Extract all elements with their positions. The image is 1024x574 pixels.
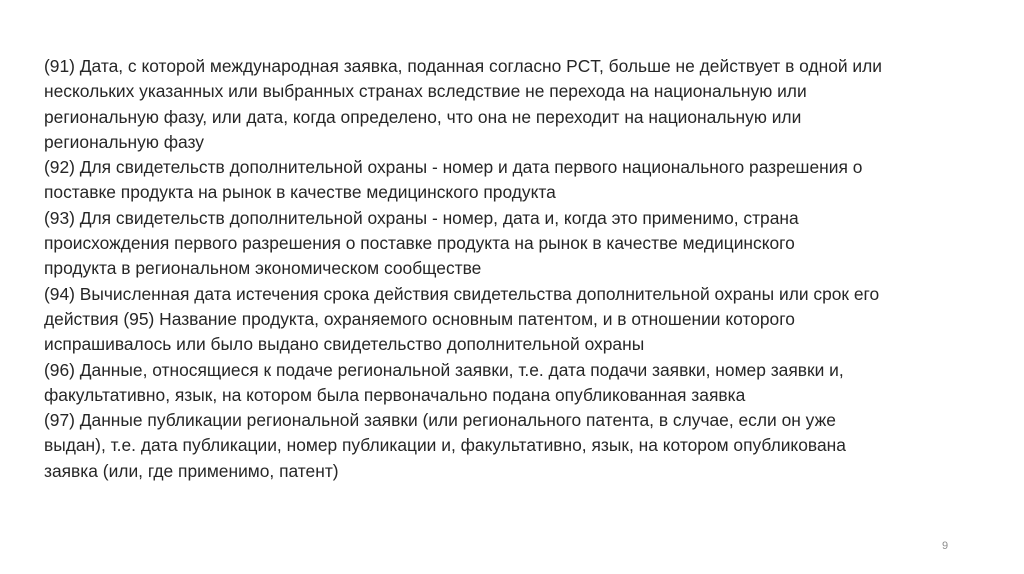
page-number: 9 <box>941 540 949 552</box>
paragraph-96: (96) Данные, относящиеся к подаче региональной заявки, т.е. дата подачи заявки, номер заявки и, факультативно, язык, на котором была первоначально подана опубликованная заявка <box>44 359 844 405</box>
paragraph-94-95: (94) Вычисленная дата истечения срока действия свидетельства дополнительной охраны или срок его действия (95) Название продукта, охраняемого основным патентом, и в отношении которого испрашивалось или было выдано свидетельство дополнительной охраны <box>44 283 880 355</box>
paragraph-93: (93) Для свидетельств дополнительной охраны - номер, дата и, когда это применимо, страна происхождения первого разрешения о поставке продукта на рынок в качестве медицинского продукта в региональном экономическом сообществе <box>44 207 799 279</box>
paragraph-91: (91) Дата, с которой международная заявка, поданная согласно PCT, больше не действует в одной или нескольких указанных или выбранных странах вследствие не перехода на национальную или региональную фазу, или дата, когда определено, что она не переходит на национальную или региональную фазу <box>44 56 883 152</box>
paragraph-92: (92) Для свидетельств дополнительной охраны - номер и дата первого национального разрешения о поставке продукта на рынок в качестве медицинского продукта <box>44 157 863 203</box>
paragraph-97: (97) Данные публикации региональной заявки (или регионального патента, в случае, если он уже выдан), т.е. дата публикации, номер публикации и, факультативно, язык, на котором опубликована заявка (или, где применимо, патент) <box>44 410 846 481</box>
slide-body-text <box>44 54 989 484</box>
